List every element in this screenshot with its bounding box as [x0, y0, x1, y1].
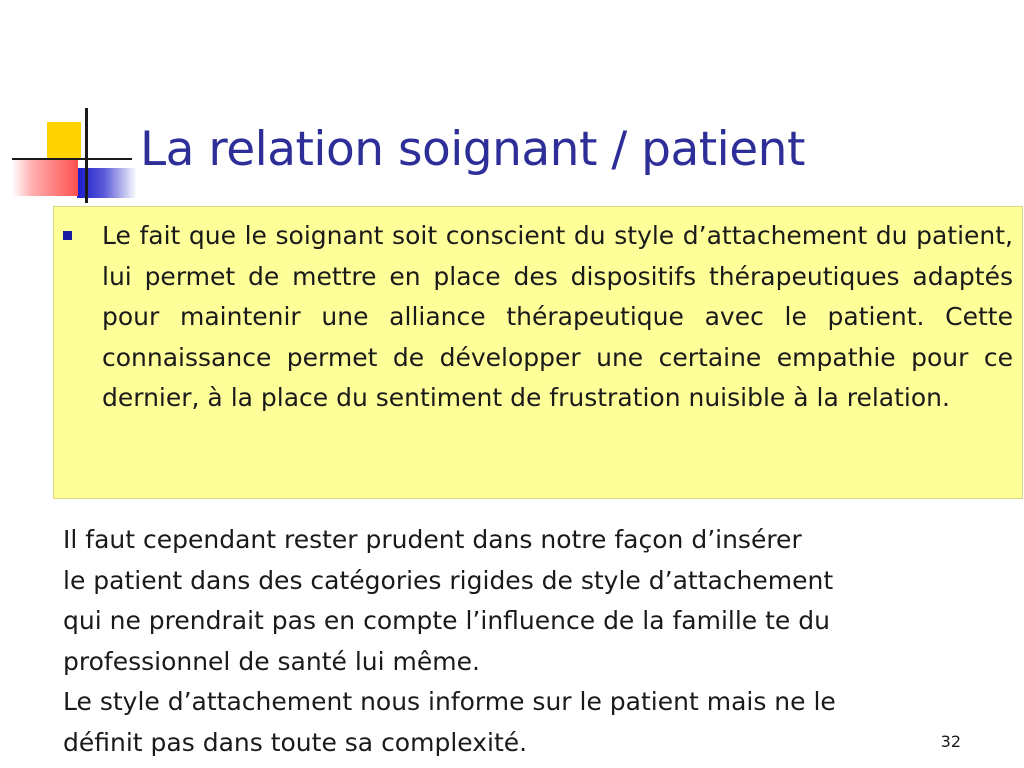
bullet-square-icon — [63, 231, 72, 240]
logo-red-bar — [12, 160, 78, 196]
logo-yellow-square — [47, 122, 81, 160]
paragraph-line: qui ne prendrait pas en compte l’influence de la famille te du — [63, 606, 830, 635]
conclusion-paragraph — [63, 682, 993, 763]
logo-horizontal-line — [12, 158, 132, 160]
highlight-box-text: Le fait que le soignant soit conscient du style d’attachement du patient, lui permet de mettre en place des dispositifs thérapeutiques adaptés pour maintenir une alliance thérapeutique avec le patient. Cette connaissance permet de développer une certaine empathie pour ce dernier, à la place du sentiment de frustration nuisible à la relation. — [102, 221, 1013, 412]
slide-title: La relation soignant / patient — [140, 122, 805, 177]
paragraph-line: professionnel de santé lui même. — [63, 646, 480, 676]
paragraph-line: Le style d’attachement nous informe sur le patient mais ne le — [63, 687, 836, 716]
paragraph-line: Il faut cependant rester prudent dans notre façon d’insérer — [63, 525, 802, 554]
slide-page-number: 32 — [940, 732, 961, 751]
paragraph-line: le patient dans des catégories rigides de style d’attachement — [63, 565, 834, 595]
slide-logo-decoration — [0, 0, 140, 210]
caution-paragraph — [63, 520, 993, 682]
paragraph-line: définit pas dans toute sa complexité. — [63, 727, 528, 757]
logo-vertical-line — [85, 108, 88, 203]
